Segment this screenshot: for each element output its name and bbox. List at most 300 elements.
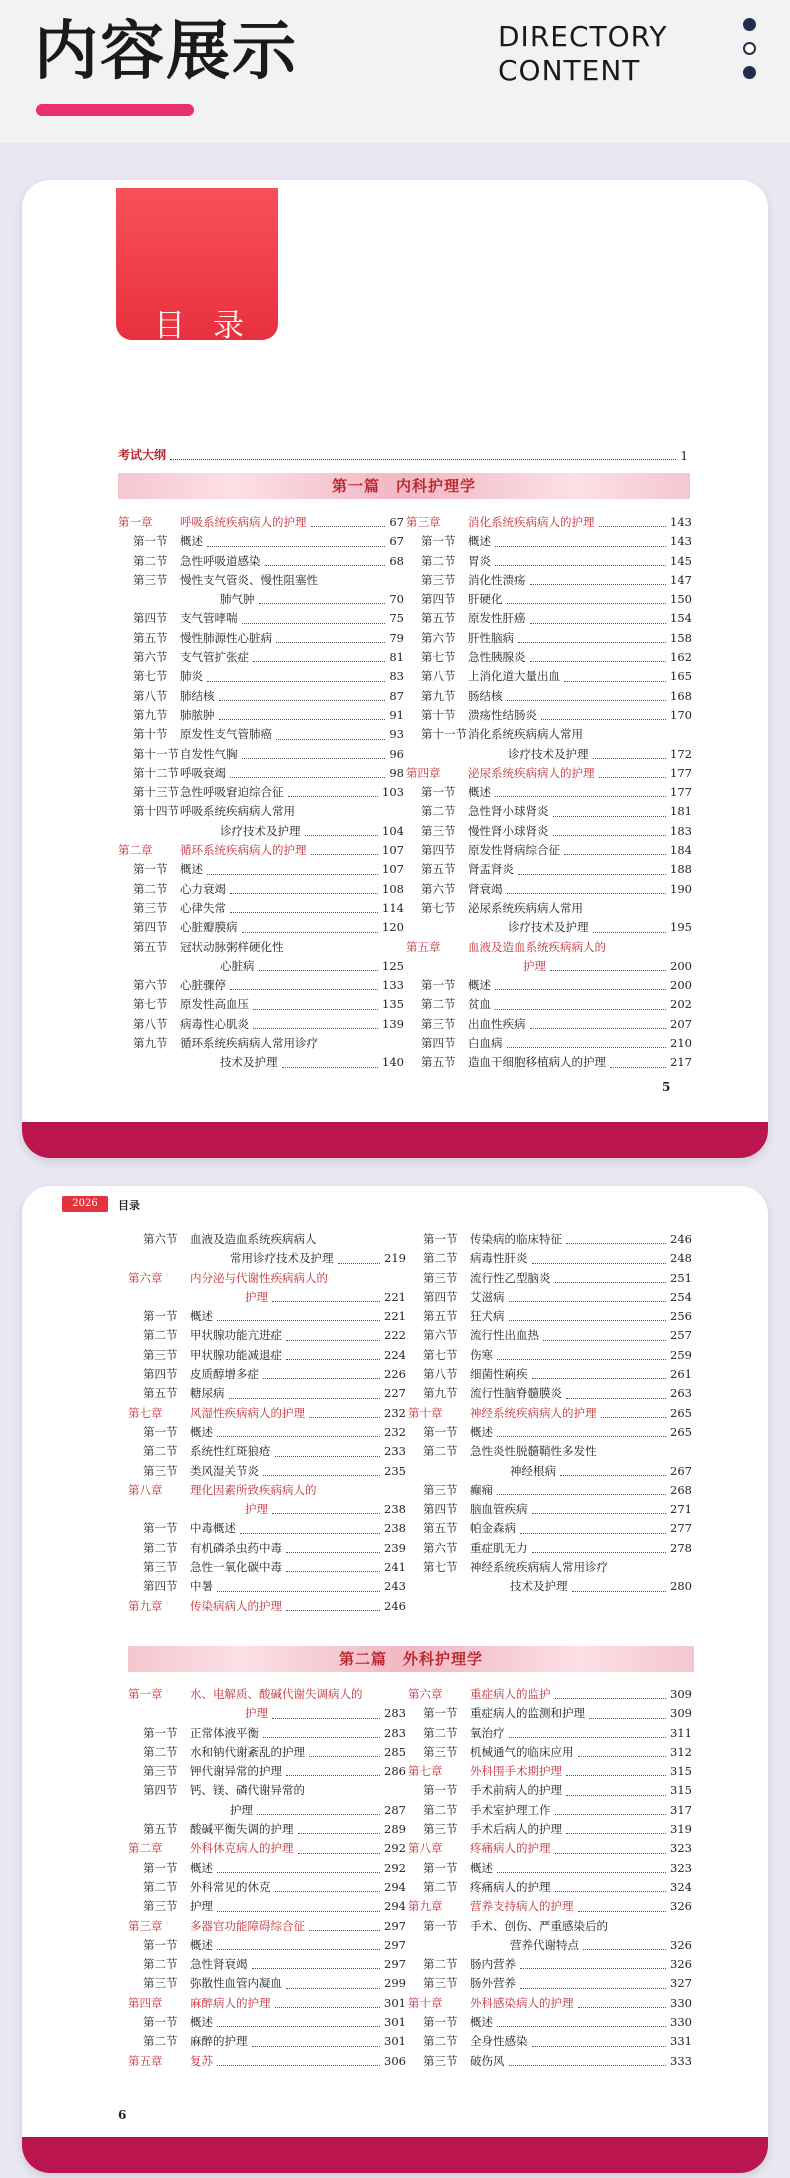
leader-dots: [507, 880, 667, 894]
toc-entry: [128, 1500, 406, 1519]
toc-page-5: [22, 180, 768, 1158]
entry-label: 第一章: [128, 1687, 163, 1701]
entry-page: 190: [670, 881, 692, 896]
entry-page: 93: [389, 727, 404, 742]
leader-dots: [242, 918, 379, 932]
entry-label: 第四节: [421, 843, 456, 858]
entry-title: 正常体液平衡: [190, 1725, 259, 1740]
entry-label: 第三章: [128, 1918, 163, 1933]
entry-label: 第十三节: [133, 785, 179, 800]
leader-dots: [217, 1936, 380, 1950]
leader-dots: [507, 1034, 667, 1048]
toc-entry: [128, 1936, 406, 1955]
entry-label: 第四节: [421, 592, 456, 607]
leader-dots: [566, 1820, 666, 1834]
leader-dots: [509, 1307, 667, 1321]
entry-label: 第五节: [423, 1521, 458, 1536]
leader-dots: [553, 822, 667, 836]
entry-page: 323: [670, 1860, 692, 1875]
leader-dots: [259, 957, 379, 971]
entry-label: 第八节: [421, 669, 456, 684]
entry-label: 第四章: [128, 1995, 163, 2010]
toc-entry: [406, 629, 692, 648]
entry-label: 第五节: [421, 1055, 456, 1070]
entry-label: 第三节: [423, 1822, 458, 1837]
entry-title: 消化系统疾病病人常用: [468, 727, 583, 742]
entry-title: 泌尿系统疾病病人常用: [468, 900, 583, 915]
entry-page: 139: [382, 1016, 404, 1031]
entry-page: 261: [670, 1367, 692, 1382]
entry-page: 108: [382, 881, 404, 896]
toc-entry: [128, 1859, 406, 1878]
leader-dots: [338, 1249, 381, 1263]
toc-entry: [128, 1820, 406, 1839]
entry-title: 重症肌无力: [470, 1540, 528, 1555]
entry-title: 概述: [180, 862, 203, 877]
entry-page: 67: [389, 534, 404, 549]
entry-page: 200: [670, 978, 692, 993]
entry-page: 278: [670, 1540, 692, 1555]
toc-entry: [408, 1820, 692, 1839]
entry-page: 219: [384, 1251, 406, 1266]
toc-entry: [118, 706, 404, 725]
leader-dots: [532, 1500, 667, 1514]
entry-page: 67: [389, 515, 404, 529]
entry-label: 第七节: [421, 650, 456, 665]
entry-title: 呼吸系统疾病病人的护理: [180, 515, 307, 529]
entry-label: 第五章: [406, 939, 441, 954]
entry-label: 第五章: [128, 2053, 163, 2068]
entry-label: 第一节: [143, 2015, 178, 2030]
leader-dots: [298, 1820, 381, 1834]
entry-title: 水、电解质、酸碱代谢失调病人的: [190, 1687, 363, 1701]
leader-dots: [217, 1859, 380, 1873]
toc-entry: [406, 822, 692, 841]
entry-title: 概述: [470, 2015, 493, 2030]
toc-chapter: [128, 1597, 406, 1616]
toc-entry: [118, 725, 404, 744]
toc-entry: [408, 1423, 692, 1442]
toc-entry: [128, 1326, 406, 1345]
leader-dots: [555, 1839, 667, 1853]
toc-chapter: [406, 938, 692, 957]
entry-title: 外科围手术期护理: [470, 1764, 562, 1779]
entry-page: 265: [670, 1405, 692, 1420]
entry-page: 221: [384, 1309, 406, 1324]
entry-page: 172: [670, 746, 692, 761]
page-header: [0, 0, 790, 143]
leader-dots: [275, 1994, 381, 2008]
toc-entry: [408, 1936, 692, 1955]
pager-dot[interactable]: [743, 66, 756, 79]
entry-label: 第七节: [133, 997, 168, 1012]
leader-dots: [495, 976, 666, 990]
entry-label: 第二节: [423, 1251, 458, 1266]
entry-title: 概述: [468, 534, 491, 549]
entry-label: 第一节: [423, 1706, 458, 1721]
entry-title: 诊疗技术及护理: [508, 746, 589, 761]
leader-dots: [566, 1781, 666, 1795]
toc-entry: [406, 590, 692, 609]
toc-entry: [128, 1781, 406, 1800]
leader-dots: [265, 552, 386, 566]
entry-title: 原发性肝癌: [468, 611, 526, 626]
entry-page: 297: [384, 1957, 406, 1972]
entry-page: 331: [670, 2034, 692, 2049]
toc-entry: [128, 1288, 406, 1307]
leader-dots: [230, 764, 385, 778]
leader-dots: [578, 1743, 667, 1757]
toc-chapter: [408, 1897, 692, 1916]
entry-title: 心律失常: [180, 900, 226, 915]
toc-entry: [408, 1743, 692, 1762]
entry-page: 287: [384, 1802, 406, 1817]
entry-label: 第七节: [423, 1347, 458, 1362]
entry-label: 第一章: [118, 515, 153, 529]
entry-page: 333: [670, 2053, 692, 2068]
toc-entry: [408, 1288, 692, 1307]
toc-entry: [408, 1442, 692, 1461]
entry-label: 第九章: [128, 1598, 163, 1613]
entry-title: 麻醉的护理: [190, 2034, 248, 2049]
entry-page: 289: [384, 1822, 406, 1837]
toc-entry: [128, 1442, 406, 1461]
mulu-label: 目录: [154, 308, 272, 344]
entry-title: 自发性气胸: [180, 746, 238, 761]
toc-entry: [128, 2013, 406, 2032]
leader-dots: [286, 1558, 380, 1572]
entry-page: 239: [384, 1540, 406, 1555]
entry-title: 急性呼吸窘迫综合征: [180, 785, 284, 800]
entry-title: 风湿性疾病病人的护理: [190, 1405, 305, 1420]
toc-entry: [406, 571, 692, 590]
entry-page: 297: [384, 1937, 406, 1952]
entry-title: 手术后病人的护理: [470, 1822, 562, 1837]
entry-page: 243: [384, 1579, 406, 1594]
entry-title: 胃炎: [468, 553, 491, 568]
entry-label: 第五节: [143, 1386, 178, 1401]
entry-page: 232: [384, 1405, 406, 1420]
toc-entry: [118, 687, 404, 706]
entry-page: 285: [384, 1744, 406, 1759]
entry-label: 第九节: [133, 1036, 168, 1051]
entry-page: 120: [382, 920, 404, 935]
entry-title: 肝硬化: [468, 592, 503, 607]
entry-label: 第二章: [118, 843, 153, 858]
entry-page: 107: [382, 862, 404, 877]
leader-dots: [507, 590, 667, 604]
leader-dots: [275, 1442, 381, 1456]
entry-title: 常用诊疗技术及护理: [230, 1251, 334, 1266]
entry-label: 第二节: [421, 804, 456, 819]
toc-entry: [406, 532, 692, 551]
entry-label: 第三节: [421, 823, 456, 838]
page-title: 内容展示: [34, 15, 298, 89]
entry-title: 心脏瓣膜病: [180, 920, 238, 935]
leader-dots: [217, 1423, 380, 1437]
entry-label: 第八章: [408, 1841, 443, 1856]
leader-dots: [263, 1724, 380, 1738]
toc-entry: [118, 995, 404, 1014]
toc-entry: [118, 802, 404, 821]
entry-title: 神经系统疾病病人常用诊疗: [470, 1560, 608, 1575]
entry-title: 肺气肿: [220, 592, 255, 607]
entry-title: 支气管扩张症: [180, 650, 249, 665]
leader-dots: [497, 2013, 666, 2027]
entry-label: 第二节: [133, 881, 168, 896]
toc-entry: [118, 1053, 404, 1072]
entry-label: 第五节: [143, 1822, 178, 1837]
entry-title: 肾衰竭: [468, 881, 503, 896]
entry-title: 原发性高血压: [180, 997, 249, 1012]
entry-page: 143: [670, 515, 692, 529]
entry-title: 概述: [180, 534, 203, 549]
leader-dots: [520, 1974, 666, 1988]
entry-title: 原发性支气管肺癌: [180, 727, 272, 742]
leader-dots: [276, 629, 385, 643]
entry-title: 护理: [230, 1802, 253, 1817]
entry-label: 第十节: [133, 727, 168, 742]
toc-entry: [406, 957, 692, 976]
entry-page: 330: [670, 1995, 692, 2010]
entry-page: 294: [384, 1899, 406, 1914]
entry-label: 第八章: [128, 1482, 163, 1497]
entry-title: 氧治疗: [470, 1725, 505, 1740]
entry-label: 第二节: [143, 1879, 178, 1894]
toc-entry-exam-outline: [118, 446, 688, 463]
entry-page: 87: [389, 688, 404, 703]
entry-page: 158: [670, 630, 692, 645]
entry-label: 第一节: [423, 2015, 458, 2030]
entry-label: 第一节: [423, 1783, 458, 1798]
entry-page: 103: [382, 785, 404, 800]
leader-dots: [230, 899, 378, 913]
entry-title: 疼痛病人的护理: [470, 1879, 551, 1894]
leader-dots: [555, 1801, 667, 1815]
toc-entry: [128, 1577, 406, 1596]
leader-dots: [532, 1365, 667, 1379]
toc-entry: [406, 745, 692, 764]
entry-page: 165: [670, 669, 692, 684]
entry-label: 第四节: [423, 1289, 458, 1304]
entry-title: 疼痛病人的护理: [470, 1841, 551, 1856]
entry-page: 309: [670, 1687, 692, 1701]
entry-title: 细菌性痢疾: [470, 1367, 528, 1382]
entry-title: 系统性红斑狼疮: [190, 1444, 271, 1459]
entry-page: 246: [384, 1598, 406, 1613]
toc-entry: [406, 783, 692, 802]
entry-title: 肺脓肿: [180, 707, 215, 722]
entry-label: 第一节: [423, 1424, 458, 1439]
entry-title: 肺炎: [180, 669, 203, 684]
mulu-banner: [116, 188, 278, 344]
entry-label: 第三节: [143, 1347, 178, 1362]
entry-label: 第六节: [133, 978, 168, 993]
toc-chapter: [118, 513, 404, 532]
part-heading: 第一篇 内科护理学: [118, 473, 690, 499]
entry-title: 慢性肾小球肾炎: [468, 823, 549, 838]
entry-label: 第一节: [143, 1725, 178, 1740]
toc-column-left: [128, 1230, 406, 1616]
entry-page: 319: [670, 1822, 692, 1837]
entry-page: 235: [384, 1463, 406, 1478]
leader-dots: [495, 783, 666, 797]
entry-page: 256: [670, 1309, 692, 1324]
entry-label: 第一节: [423, 1232, 458, 1246]
entry-title: 肠结核: [468, 688, 503, 703]
entry-page: 91: [389, 707, 404, 722]
toc-entry: [118, 899, 404, 918]
toc-chapter: [128, 1481, 406, 1500]
entry-title: 概述: [190, 1860, 213, 1875]
entry-title: 脑血管疾病: [470, 1502, 528, 1517]
entry-title: 概述: [468, 978, 491, 993]
entry-page: 283: [384, 1706, 406, 1721]
entry-title: 肾盂肾炎: [468, 862, 514, 877]
leader-dots: [555, 1685, 667, 1699]
entry-label: 第六节: [143, 1232, 178, 1246]
toc-entry: [408, 1878, 692, 1897]
entry-label: 第二节: [421, 553, 456, 568]
leader-dots: [230, 880, 378, 894]
leader-dots: [253, 1015, 378, 1029]
leader-dots: [553, 802, 667, 816]
entry-page: 210: [670, 1036, 692, 1051]
toc-entry: [128, 1519, 406, 1538]
pager-dots[interactable]: [743, 18, 759, 90]
toc-chapter: [406, 513, 692, 532]
leader-dots: [509, 1288, 667, 1302]
entry-label: 第五节: [421, 611, 456, 626]
leader-dots: [207, 860, 378, 874]
leader-dots: [263, 1462, 380, 1476]
entry-page: 311: [670, 1725, 692, 1740]
entry-page: 143: [670, 534, 692, 549]
entry-label: 第四节: [143, 1367, 178, 1382]
entry-label: 第一节: [421, 534, 456, 549]
entry-label: 第七节: [423, 1560, 458, 1575]
entry-label: 第五节: [421, 862, 456, 877]
entry-title: 复苏: [190, 2053, 213, 2068]
entry-title: 急性胰腺炎: [468, 650, 526, 665]
entry-title: 多器官功能障碍综合征: [190, 1918, 305, 1933]
entry-label: 第四节: [423, 1502, 458, 1517]
entry-label: 第九节: [423, 1386, 458, 1401]
toc-entry: [408, 1346, 692, 1365]
toc-entry: [408, 1917, 692, 1936]
leader-dots: [593, 918, 667, 932]
entry-page: 254: [670, 1289, 692, 1304]
subtitle-line-1: DIRECTORY: [498, 20, 668, 53]
entry-label: 第五节: [423, 1309, 458, 1324]
running-header-label: 目录: [118, 1199, 140, 1212]
entry-page: 257: [670, 1328, 692, 1343]
toc-entry: [408, 1481, 692, 1500]
toc-entry: [408, 1249, 692, 1268]
entry-title: 支气管哮喘: [180, 611, 238, 626]
entry-title: 破伤风: [470, 2053, 505, 2068]
toc-entry: [408, 1974, 692, 1993]
leader-dots: [518, 860, 666, 874]
entry-label: 第六节: [421, 630, 456, 645]
entry-page: 181: [670, 804, 692, 819]
toc-column-right: [406, 513, 692, 1073]
entry-title: 诊疗技术及护理: [508, 920, 589, 935]
entry-page: 306: [384, 2053, 406, 2068]
entry-title: 消化性溃疡: [468, 572, 526, 587]
entry-title: 内分泌与代谢性疾病病人的: [190, 1270, 328, 1285]
entry-label: 第二节: [423, 1879, 458, 1894]
entry-page: 1: [680, 449, 688, 463]
entry-title: 出血性疾病: [468, 1016, 526, 1031]
entry-page: 326: [670, 1937, 692, 1952]
leader-dots: [601, 1404, 667, 1418]
leader-dots: [286, 1346, 380, 1360]
leader-dots: [532, 1539, 667, 1553]
pager-dot[interactable]: [743, 18, 756, 31]
entry-page: 251: [670, 1270, 692, 1285]
entry-page: 150: [670, 592, 692, 607]
entry-page: 315: [670, 1783, 692, 1798]
toc-entry: [406, 609, 692, 628]
toc-entry: [406, 667, 692, 686]
leader-dots: [497, 1481, 666, 1495]
leader-dots: [170, 459, 676, 460]
entry-title: 帕金森病: [470, 1521, 516, 1536]
entry-title: 肝性脑病: [468, 630, 514, 645]
entry-label: 第二节: [423, 1957, 458, 1972]
pager-dot[interactable]: [743, 42, 756, 55]
entry-label: 第二节: [421, 997, 456, 1012]
entry-page: 238: [384, 1502, 406, 1517]
entry-title: 急性肾小球肾炎: [468, 804, 549, 819]
entry-page: 227: [384, 1386, 406, 1401]
toc-entry: [406, 802, 692, 821]
leader-dots: [217, 2013, 380, 2027]
leader-dots: [217, 2052, 380, 2066]
entry-title: 弥散性血管内凝血: [190, 1976, 282, 1991]
entry-title: 血液及造血系统疾病病人的: [468, 939, 606, 954]
entry-title: 概述: [190, 2015, 213, 2030]
entry-label: 第一节: [143, 1424, 178, 1439]
entry-page: 83: [389, 669, 404, 684]
toc-entry: [128, 1307, 406, 1326]
subtitle-line-2: CONTENT: [498, 54, 641, 87]
entry-title: 护理: [245, 1706, 268, 1721]
leader-dots: [309, 1743, 380, 1757]
entry-label: 第八节: [133, 1016, 168, 1031]
toc-entry: [408, 2013, 692, 2032]
entry-page: 301: [384, 2034, 406, 2049]
entry-title: 外科常见的休克: [190, 1879, 271, 1894]
entry-title: 手术室护理工作: [470, 1802, 551, 1817]
toc-entry: [408, 1781, 692, 1800]
toc-column-right: [408, 1685, 692, 2071]
entry-title: 流行性脑脊髓膜炎: [470, 1386, 562, 1401]
entry-page: 177: [670, 785, 692, 800]
entry-title: 营养代谢特点: [510, 1937, 579, 1952]
entry-title: 概述: [190, 1309, 213, 1324]
entry-page: 202: [670, 997, 692, 1012]
toc-entry: [406, 976, 692, 995]
toc-entry: [406, 995, 692, 1014]
entry-title: 有机磷杀虫药中毒: [190, 1540, 282, 1555]
entry-label: 第八节: [423, 1367, 458, 1382]
leader-dots: [583, 1936, 666, 1950]
leader-dots: [286, 1326, 380, 1340]
entry-label: 第二节: [423, 2034, 458, 2049]
entry-page: 104: [382, 823, 404, 838]
